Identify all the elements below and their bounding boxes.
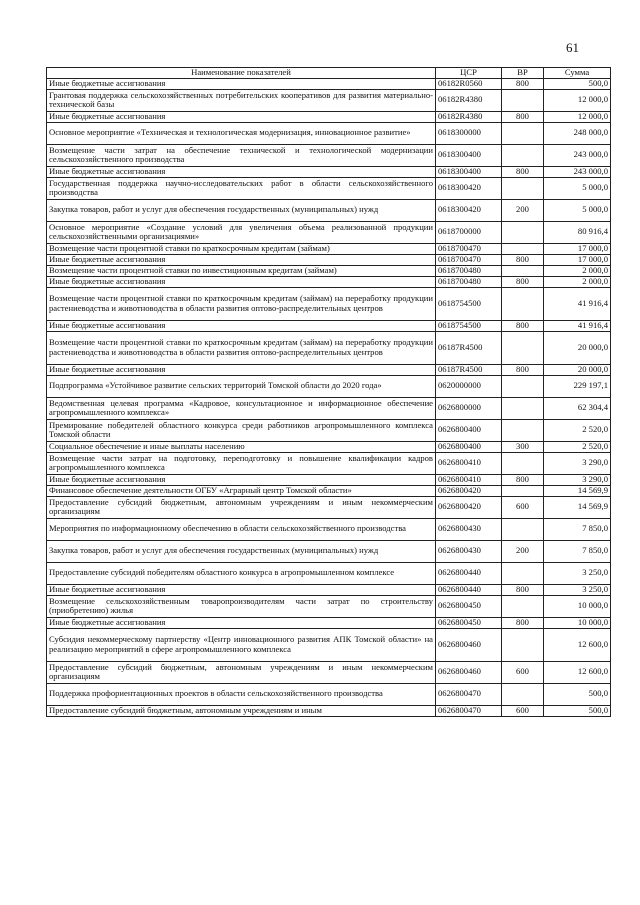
sum-cell: 2 000,0 [544,265,611,276]
name-cell: Предоставление субсидий победителям областного конкурса в агропромышленном комплексе [47,562,436,584]
csr-cell: 0626800430 [436,518,502,540]
sum-cell: 10 000,0 [544,617,611,628]
sum-cell: 20 000,0 [544,364,611,375]
vr-cell [502,562,544,584]
vr-cell [502,243,544,254]
vr-cell [502,144,544,166]
csr-cell: 0618700480 [436,265,502,276]
header-csr: ЦСР [436,68,502,79]
table-row [47,287,611,320]
header-sum: Сумма [544,68,611,79]
table-body [47,78,611,716]
table-row [47,375,611,397]
csr-cell: 0626800440 [436,584,502,595]
vr-cell [502,397,544,419]
table-row [47,562,611,584]
name-cell: Субсидия некоммерческому партнерству «Центр инновационного развития АПК Томской области» на реализацию мероприятий в сфере агропромышленного комплекса [47,628,436,661]
csr-cell: 0626800440 [436,562,502,584]
vr-cell [502,331,544,364]
name-cell: Возмещение части затрат на подготовку, переподготовку и повышение квалификации кадров агропромышленного комплекса [47,452,436,474]
vr-cell: 800 [502,584,544,595]
name-cell: Возмещение части процентной ставки по краткосрочным кредитам (займам) [47,243,436,254]
table-row [47,199,611,221]
header-name: Наименование показателей [47,68,436,79]
table-row [47,331,611,364]
csr-cell: 06182R0560 [436,78,502,89]
csr-cell: 0626800420 [436,485,502,496]
table-row [47,177,611,199]
csr-cell: 0626800400 [436,441,502,452]
table-row [47,89,611,111]
vr-cell: 800 [502,474,544,485]
name-cell: Государственная поддержка научно-исследовательских работ в области сельскохозяйственного производства [47,177,436,199]
name-cell: Иные бюджетные ассигнования [47,254,436,265]
name-cell: Возмещение части затрат на обеспечение технической и технологической модернизации сельскохозяйственного производства [47,144,436,166]
name-cell: Социальное обеспечение и иные выплаты населению [47,441,436,452]
vr-cell: 800 [502,78,544,89]
vr-cell: 600 [502,496,544,518]
table-row [47,166,611,177]
csr-cell: 0626800430 [436,540,502,562]
sum-cell: 14 569,9 [544,485,611,496]
table-row [47,485,611,496]
name-cell: Возмещение части процентной ставки по краткосрочным кредитам (займам) на переработку продукции растениеводства и животноводства в области развития оптово-распределительных центров [47,287,436,320]
table-row [47,265,611,276]
table-row [47,540,611,562]
vr-cell [502,518,544,540]
table-row [47,496,611,518]
sum-cell: 5 000,0 [544,199,611,221]
name-cell: Иные бюджетные ассигнования [47,111,436,122]
table-row [47,122,611,144]
vr-cell: 200 [502,540,544,562]
sum-cell: 41 916,4 [544,320,611,331]
vr-cell: 600 [502,705,544,716]
name-cell: Подпрограмма «Устойчивое развитие сельских территорий Томской области до 2020 года» [47,375,436,397]
csr-cell: 0626800000 [436,397,502,419]
vr-cell [502,595,544,617]
csr-cell: 0626800470 [436,705,502,716]
csr-cell: 0618300000 [436,122,502,144]
name-cell: Поддержка профориентационных проектов в области сельскохозяйственного производства [47,683,436,705]
sum-cell: 20 000,0 [544,331,611,364]
vr-cell: 800 [502,364,544,375]
vr-cell: 300 [502,441,544,452]
csr-cell: 0626800470 [436,683,502,705]
page-number: 61 [566,40,579,55]
name-cell: Предоставление субсидий бюджетным, автономным учреждениям и иным некоммерческим организациям [47,496,436,518]
csr-cell: 0618300420 [436,199,502,221]
vr-cell [502,177,544,199]
table-row [47,111,611,122]
csr-cell: 0626800460 [436,628,502,661]
vr-cell: 600 [502,661,544,683]
table-row [47,320,611,331]
vr-cell [502,452,544,474]
table-row [47,584,611,595]
vr-cell: 800 [502,617,544,628]
csr-cell: 0618700480 [436,276,502,287]
csr-cell: 0618700000 [436,221,502,243]
table-row [47,144,611,166]
csr-cell: 0626800400 [436,419,502,441]
sum-cell: 3 250,0 [544,584,611,595]
sum-cell: 12 000,0 [544,111,611,122]
csr-cell: 0618754500 [436,287,502,320]
sum-cell: 41 916,4 [544,287,611,320]
sum-cell: 12 000,0 [544,89,611,111]
name-cell: Иные бюджетные ассигнования [47,364,436,375]
vr-cell [502,485,544,496]
table-row [47,474,611,485]
csr-cell: 06182R4380 [436,111,502,122]
name-cell: Иные бюджетные ассигнования [47,584,436,595]
vr-cell: 800 [502,276,544,287]
name-cell: Возмещение сельскохозяйственным товаропроизводителям части затрат по строительству (приобретению) жилья [47,595,436,617]
csr-cell: 0626800450 [436,617,502,628]
sum-cell: 7 850,0 [544,540,611,562]
table-row [47,276,611,287]
name-cell: Возмещение части процентной ставки по краткосрочным кредитам (займам) на переработку продукции растениеводства и животноводства в области развития оптово-распределительных центров [47,331,436,364]
csr-cell: 0626800410 [436,452,502,474]
table-row [47,661,611,683]
sum-cell: 3 290,0 [544,474,611,485]
table-row [47,364,611,375]
table-row [47,518,611,540]
sum-cell: 2 520,0 [544,419,611,441]
table-row [47,78,611,89]
name-cell: Ведомственная целевая программа «Кадровое, консультационное и информационное обеспечение агропромышленного комплекса» [47,397,436,419]
table-row [47,254,611,265]
vr-cell [502,265,544,276]
name-cell: Премирование победителей областного конкурса среди работников агропромышленного комплекса Томской области [47,419,436,441]
sum-cell: 7 850,0 [544,518,611,540]
name-cell: Основное мероприятие «Создание условий для увеличения объема реализованной продукции сельскохозяйственными организациями» [47,221,436,243]
csr-cell: 0618700470 [436,243,502,254]
budget-table [46,67,611,717]
sum-cell: 229 197,1 [544,375,611,397]
vr-cell [502,375,544,397]
sum-cell: 500,0 [544,78,611,89]
sum-cell: 2 000,0 [544,276,611,287]
vr-cell [502,287,544,320]
table-row [47,397,611,419]
sum-cell: 243 000,0 [544,144,611,166]
name-cell: Иные бюджетные ассигнования [47,276,436,287]
name-cell: Основное мероприятие «Техническая и технологическая модернизация, инновационное развитие» [47,122,436,144]
vr-cell [502,419,544,441]
sum-cell: 5 000,0 [544,177,611,199]
table-row [47,419,611,441]
vr-cell [502,89,544,111]
table-row [47,221,611,243]
csr-cell: 0618300400 [436,144,502,166]
vr-cell: 800 [502,254,544,265]
vr-cell: 800 [502,111,544,122]
vr-cell [502,221,544,243]
name-cell: Мероприятия по информационному обеспечению в области сельскохозяйственного производства [47,518,436,540]
name-cell: Иные бюджетные ассигнования [47,166,436,177]
vr-cell: 800 [502,166,544,177]
csr-cell: 0626800410 [436,474,502,485]
sum-cell: 17 000,0 [544,243,611,254]
sum-cell: 3 250,0 [544,562,611,584]
name-cell: Предоставление субсидий бюджетным, автономным учреждениям и иным [47,705,436,716]
name-cell: Финансовое обеспечение деятельности ОГБУ «Аграрный центр Томской области» [47,485,436,496]
csr-cell: 0618300420 [436,177,502,199]
csr-cell: 06182R4380 [436,89,502,111]
csr-cell: 0618300400 [436,166,502,177]
sum-cell: 500,0 [544,705,611,716]
table-row [47,452,611,474]
table-row [47,617,611,628]
name-cell: Закупка товаров, работ и услуг для обеспечения государственных (муниципальных) нужд [47,540,436,562]
csr-cell: 0626800450 [436,595,502,617]
csr-cell: 0626800460 [436,661,502,683]
sum-cell: 12 600,0 [544,661,611,683]
table-row [47,243,611,254]
vr-cell: 200 [502,199,544,221]
sum-cell: 10 000,0 [544,595,611,617]
sum-cell: 14 569,9 [544,496,611,518]
table-row [47,683,611,705]
csr-cell: 06187R4500 [436,364,502,375]
name-cell: Предоставление субсидий бюджетным, автономным учреждениям и иным некоммерческим организациям [47,661,436,683]
header-vr: ВР [502,68,544,79]
name-cell: Иные бюджетные ассигнования [47,617,436,628]
name-cell: Возмещение части процентной ставки по инвестиционным кредитам (займам) [47,265,436,276]
sum-cell: 12 600,0 [544,628,611,661]
vr-cell [502,122,544,144]
sum-cell: 248 000,0 [544,122,611,144]
sum-cell: 243 000,0 [544,166,611,177]
name-cell: Грантовая поддержка сельскохозяйственных потребительских кооперативов для развития материально-технической базы [47,89,436,111]
vr-cell [502,683,544,705]
vr-cell: 800 [502,320,544,331]
sum-cell: 80 916,4 [544,221,611,243]
csr-cell: 0618754500 [436,320,502,331]
csr-cell: 0618700470 [436,254,502,265]
table-row [47,595,611,617]
name-cell: Закупка товаров, работ и услуг для обеспечения государственных (муниципальных) нужд [47,199,436,221]
sum-cell: 62 304,4 [544,397,611,419]
sum-cell: 17 000,0 [544,254,611,265]
name-cell: Иные бюджетные ассигнования [47,78,436,89]
sum-cell: 500,0 [544,683,611,705]
name-cell: Иные бюджетные ассигнования [47,320,436,331]
sum-cell: 3 290,0 [544,452,611,474]
table-row [47,705,611,716]
csr-cell: 06187R4500 [436,331,502,364]
name-cell: Иные бюджетные ассигнования [47,474,436,485]
csr-cell: 0626800420 [436,496,502,518]
table-row [47,441,611,452]
vr-cell [502,628,544,661]
table-row [47,628,611,661]
table-header-row [47,68,611,79]
csr-cell: 0620000000 [436,375,502,397]
sum-cell: 2 520,0 [544,441,611,452]
